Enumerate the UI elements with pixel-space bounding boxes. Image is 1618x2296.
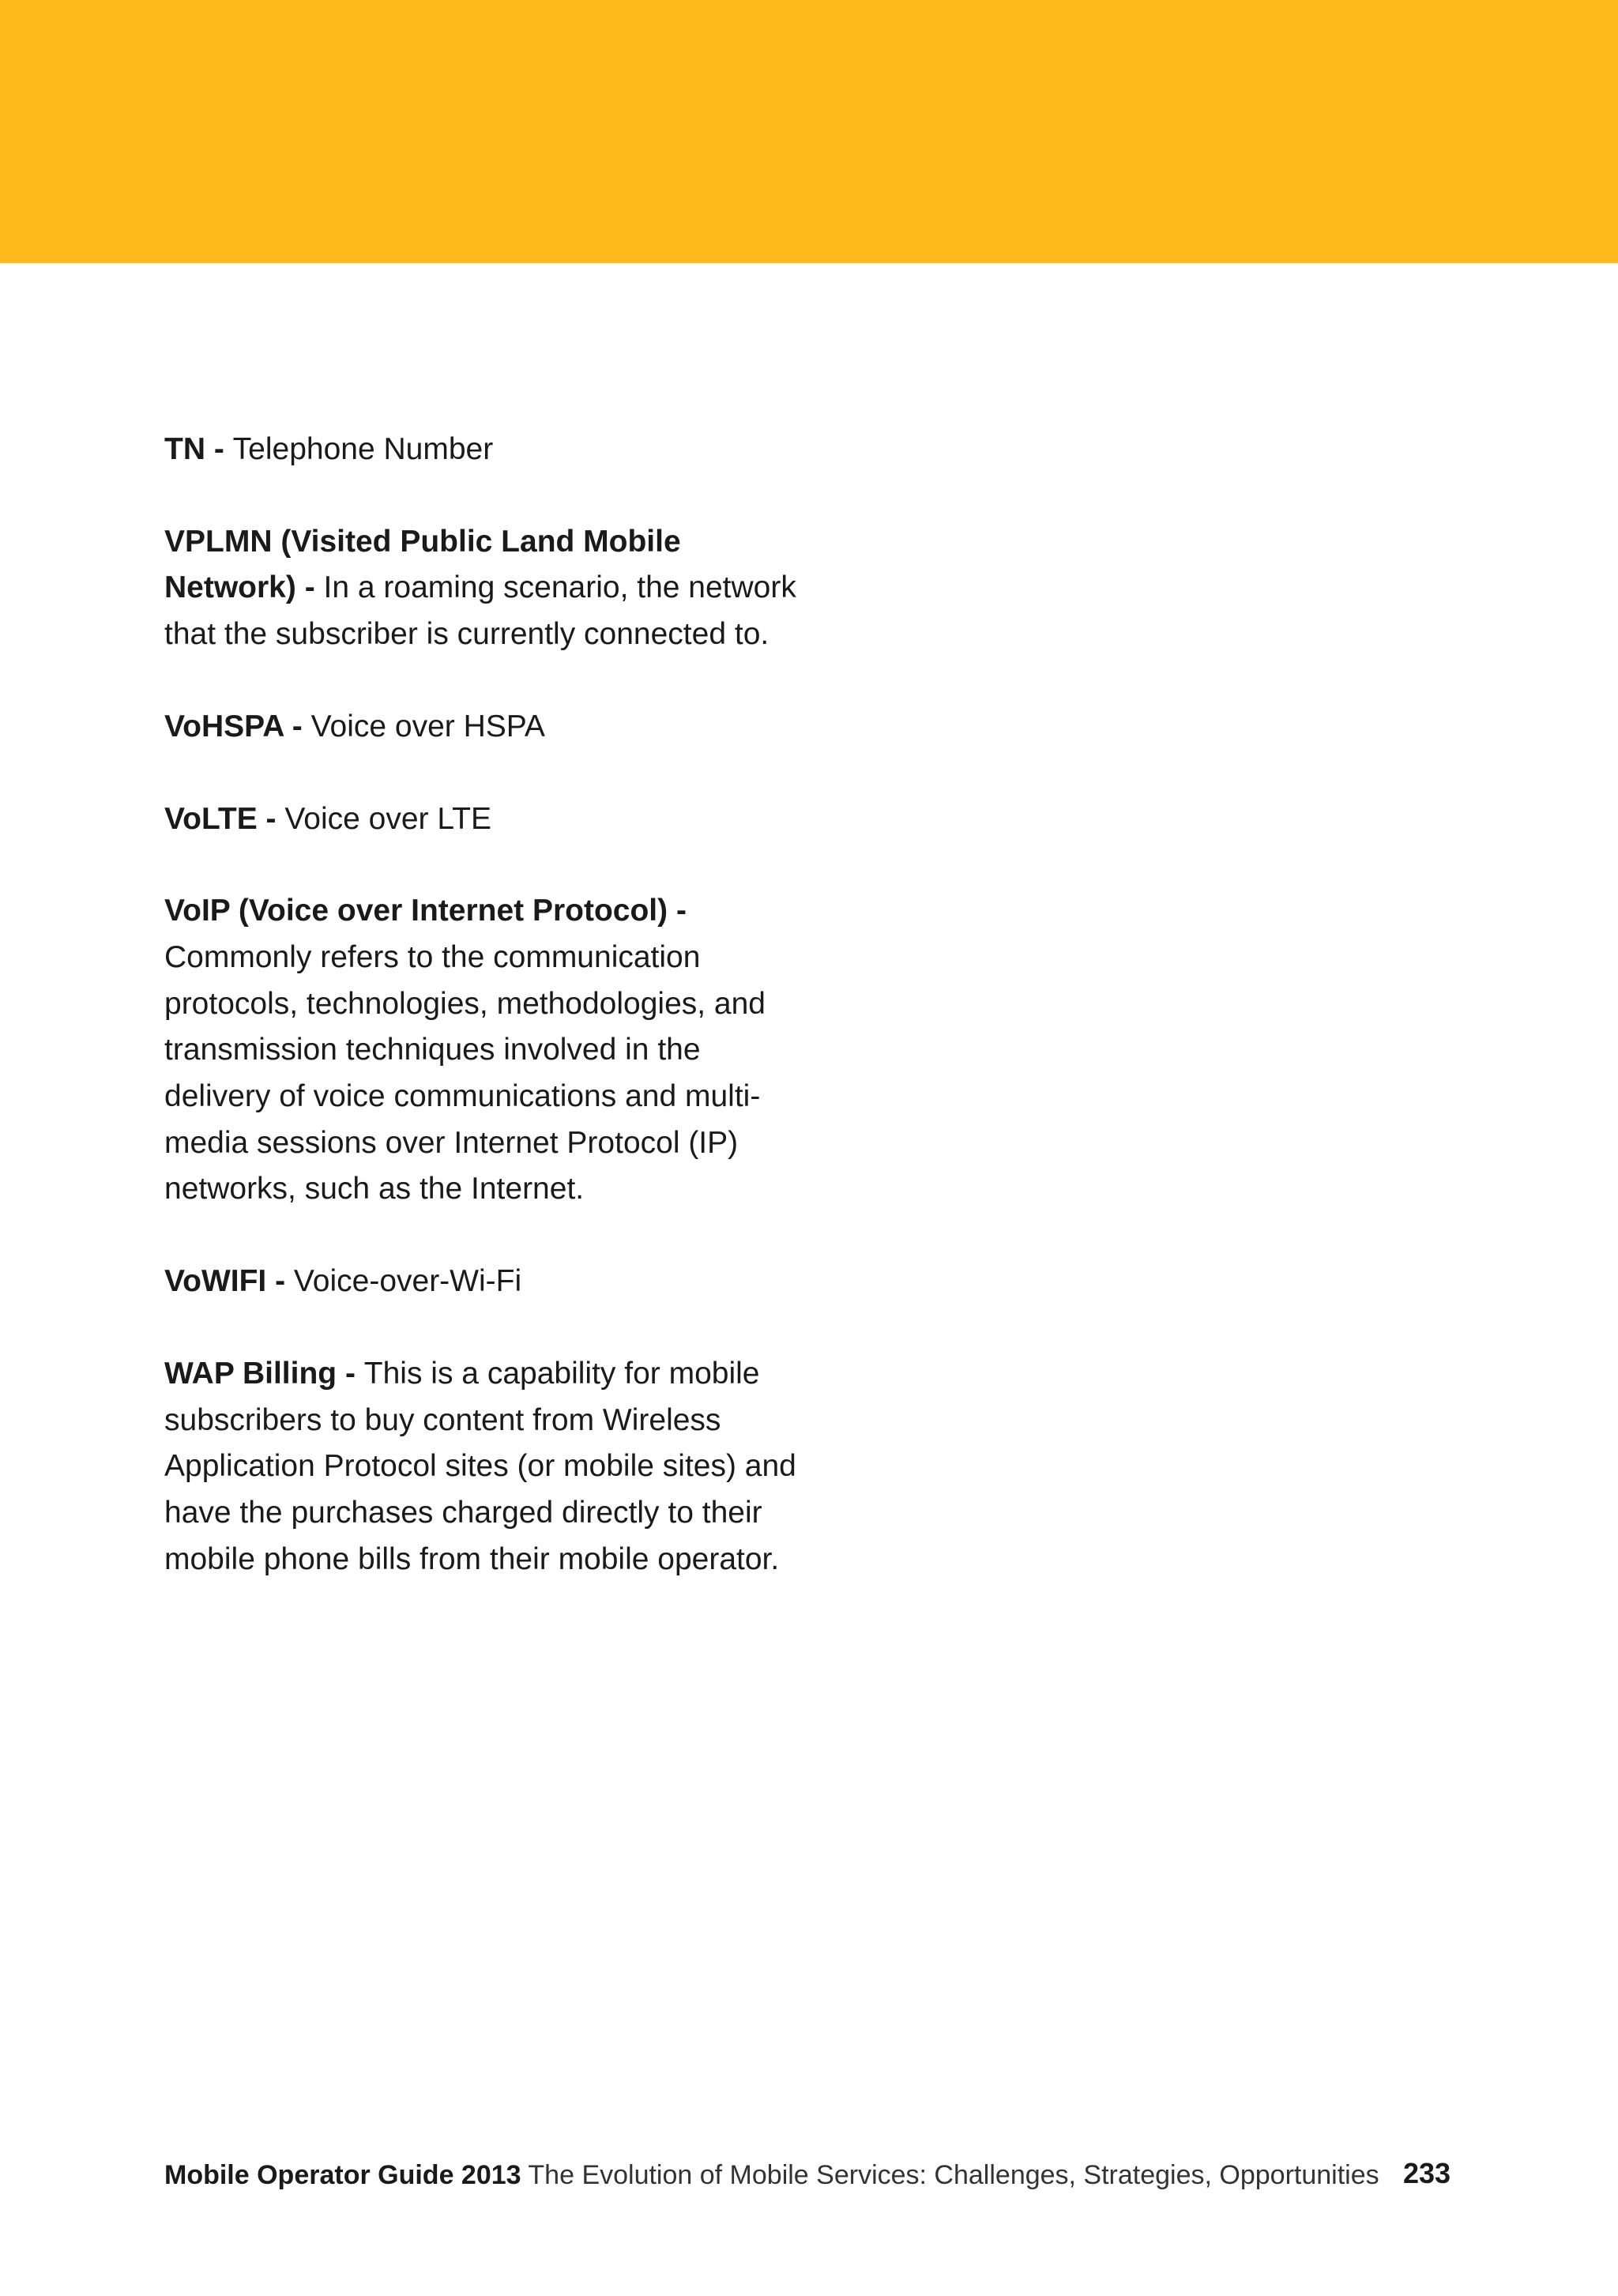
glossary-term: VoIP (Voice over Internet Protocol) <box>164 894 668 928</box>
glossary-definition: This is a capability for mobile subscribers to buy content from Wireless Application Protocol sites (or mobile sites) and have the purchases charged directly to their mobile phone bills from their mobile operator. <box>164 1356 796 1576</box>
glossary-definition: Commonly refers to the communication protocols, technologies, methodologies, and transmission techniques involved in the delivery of voice communications and multi-media sessions over Internet Protocol (IP) networks, such as the Internet. <box>164 939 766 1206</box>
glossary-entry-tn <box>164 427 812 473</box>
footer-guide-subtitle: The Evolution of Mobile Services: Challenges, Strategies, Opportunities <box>528 2160 1379 2190</box>
page-number: 233 <box>1403 2157 1451 2189</box>
term-separator: - <box>295 570 324 605</box>
glossary-definition: Voice over LTE <box>284 801 491 836</box>
footer-guide-title: Mobile Operator Guide 2013 <box>164 2160 521 2190</box>
glossary-entry-vplmn <box>164 519 812 658</box>
term-separator: - <box>257 801 285 836</box>
glossary-entry-vohspa <box>164 704 812 751</box>
page-footer <box>164 2155 1460 2195</box>
glossary-definition: In a roaming scenario, the network that the subscriber is currently connected to. <box>164 570 796 652</box>
glossary-list <box>164 427 812 1628</box>
glossary-definition: Telephone Number <box>232 432 494 466</box>
glossary-term: VoWIFI <box>164 1264 267 1299</box>
term-separator: - <box>668 894 687 928</box>
glossary-entry-wap-billing <box>164 1351 812 1583</box>
header-band <box>0 0 1618 263</box>
glossary-term: VoLTE <box>164 801 258 836</box>
glossary-term: VoHSPA <box>164 709 284 743</box>
glossary-term: WAP Billing <box>164 1356 337 1391</box>
glossary-definition: Voice over HSPA <box>310 709 545 743</box>
glossary-entry-vowifi <box>164 1259 812 1305</box>
glossary-entry-volte <box>164 796 812 843</box>
term-separator: - <box>337 1356 364 1391</box>
term-separator: - <box>283 709 311 743</box>
glossary-entry-voip <box>164 888 812 1213</box>
term-separator: - <box>266 1264 294 1299</box>
glossary-term: VPLMN (Visited Public Land Mobile Network) <box>164 524 681 605</box>
glossary-term: TN <box>164 432 205 466</box>
term-separator: - <box>205 432 233 466</box>
glossary-definition: Voice-over-Wi-Fi <box>293 1264 522 1299</box>
